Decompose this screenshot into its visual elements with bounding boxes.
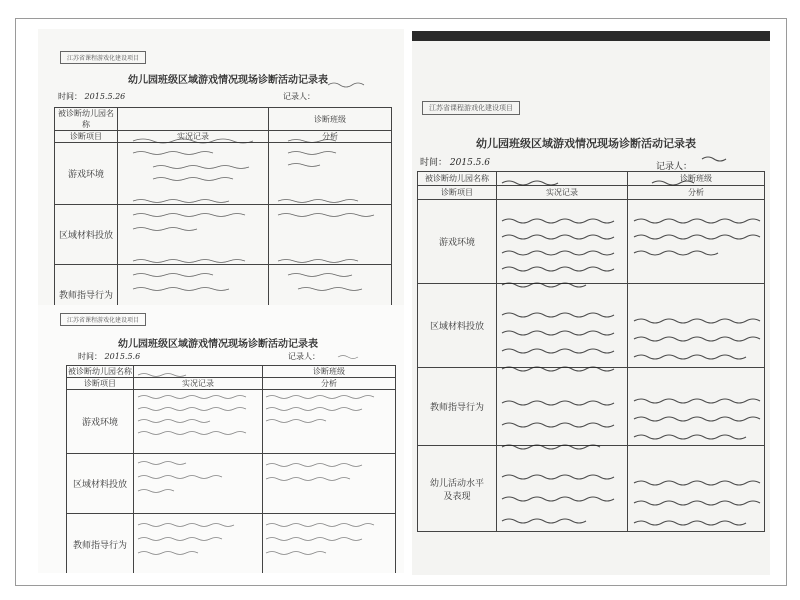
photo2-header-kindergarten: 被诊断幼儿园名称 <box>418 172 497 186</box>
photo3-time-value: 2015.5.6 <box>104 352 141 361</box>
photo3-row-environment: 游戏环境 <box>67 390 134 454</box>
photo1-header-analysis: 分析 <box>269 131 392 143</box>
photo1-row-materials: 区域材料投放 <box>55 205 118 265</box>
photo1-row-teacher: 教师指导行为 <box>55 265 118 306</box>
photo2-row-environment: 游戏环境 <box>418 200 497 284</box>
photo1-time-label: 时间： <box>58 92 82 101</box>
photo3-header-item: 诊断项目 <box>67 378 134 390</box>
photo3-row-materials: 区域材料投放 <box>67 454 134 514</box>
photo2-handwriting <box>412 31 770 575</box>
photo1-header-class: 诊断班级 <box>269 108 392 131</box>
photo3-header-class: 诊断班级 <box>263 366 396 378</box>
photo3-recorder-label: 记录人： <box>288 352 320 361</box>
photo1-top-label: 江苏省课程游戏化建设项目 <box>60 51 146 64</box>
photo2-header-class: 诊断班级 <box>628 172 765 186</box>
photo1-time-value: 2015.5.26 <box>84 92 126 101</box>
photo-bottom-left <box>38 305 404 573</box>
photo2-time-label: 时间： <box>420 158 448 168</box>
photo3-header-kindergarten: 被诊断幼儿园名称 <box>68 367 132 376</box>
photo2-top-label: 江苏省课程游戏化建设项目 <box>422 101 520 115</box>
photo2-header-item: 诊断项目 <box>418 186 497 200</box>
photo1-header-item: 诊断项目 <box>55 131 118 143</box>
photo3-header-analysis: 分析 <box>263 378 396 390</box>
photo2-title: 幼儿园班级区域游戏情况现场诊断活动记录表 <box>476 137 696 150</box>
collage-frame <box>15 18 787 586</box>
photo2-row-materials: 区域材料投放 <box>418 284 497 368</box>
photo-top-left <box>38 29 404 305</box>
photo2-row-teacher: 教师指导行为 <box>418 368 497 446</box>
photo1-header-record: 实况记录 <box>118 131 269 143</box>
photo3-row-teacher: 教师指导行为 <box>67 514 134 574</box>
photo1-title: 幼儿园班级区域游戏情况现场诊断活动记录表 <box>128 75 328 86</box>
photo3-header-record: 实况记录 <box>134 378 263 390</box>
photo2-time-value: 2015.5.6 <box>449 158 490 168</box>
photo1-header-kindergarten: 被诊断幼儿园名称 <box>55 108 118 131</box>
photo3-handwriting <box>38 305 404 573</box>
photo-right <box>412 31 770 575</box>
photo1-recorder-label: 记录人： <box>283 92 315 101</box>
photo3-top-label: 江苏省课程游戏化建设项目 <box>60 313 146 326</box>
photo1-row-environment: 游戏环境 <box>55 143 118 205</box>
photo3-title: 幼儿园班级区域游戏情况现场诊断活动记录表 <box>118 339 318 350</box>
photo2-header-analysis: 分析 <box>628 186 765 200</box>
photo2-row-child-level: 幼儿活动水平 及表现 <box>418 446 497 532</box>
photo2-recorder-label: 记录人： <box>656 162 693 172</box>
photo2-header-record: 实况记录 <box>497 186 628 200</box>
photo3-time-label: 时间： <box>78 352 102 361</box>
photo1-handwriting <box>38 29 404 305</box>
